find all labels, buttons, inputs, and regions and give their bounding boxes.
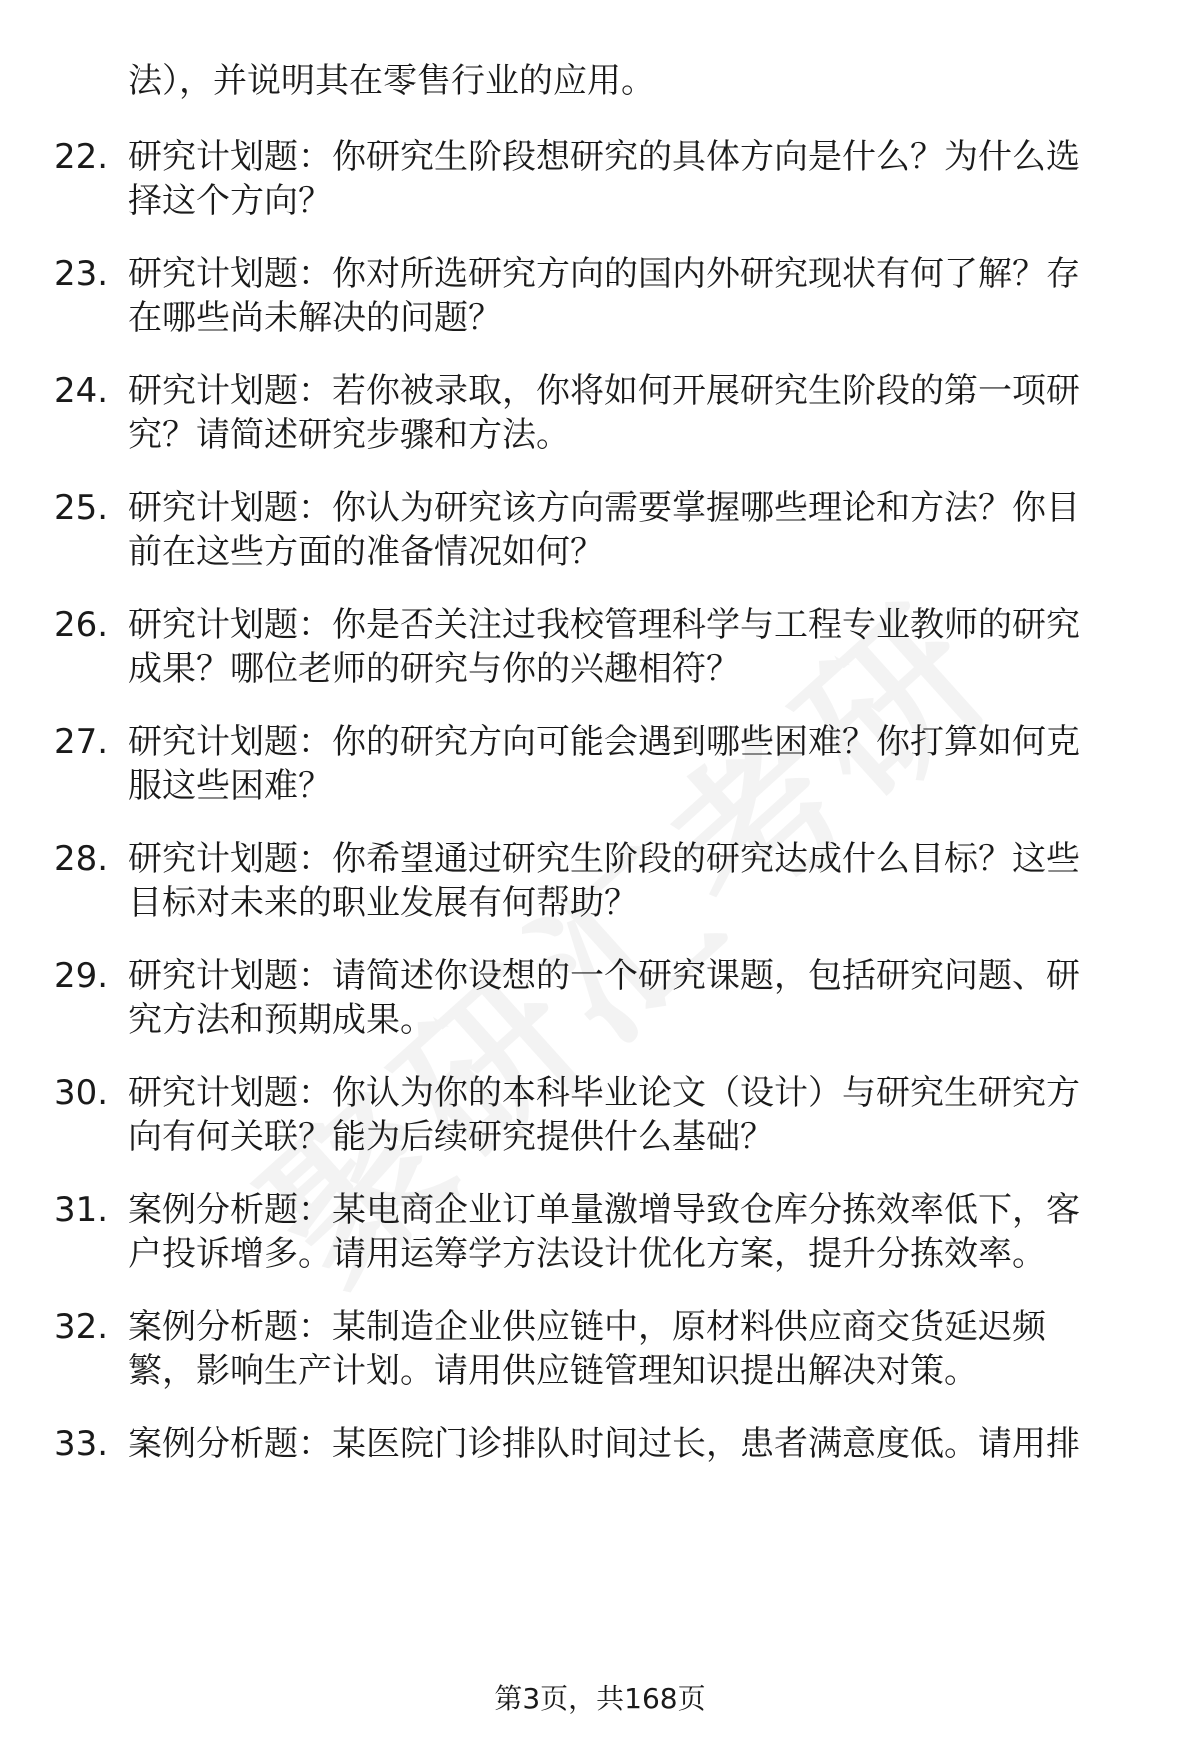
item-number: 28. [54, 839, 109, 879]
item-text-line1: 研究计划题：你认为研究该方向需要掌握哪些理论和方法？你目 [128, 488, 1080, 528]
item-text-line2: 繁，影响生产计划。请用供应链管理知识提出解决对策。 [128, 1351, 978, 1391]
item-text-line1: 研究计划题：若你被录取，你将如何开展研究生阶段的第一项研 [128, 371, 1080, 411]
item-text-line2: 究？请简述研究步骤和方法。 [128, 415, 570, 455]
item-number: 23. [54, 254, 109, 294]
item-text-line2: 向有何关联？能为后续研究提供什么基础？ [128, 1117, 774, 1157]
item-text-line2: 择这个方向？ [128, 181, 332, 221]
item-number: 27. [54, 722, 109, 762]
item-text-line1: 研究计划题：你认为你的本科毕业论文（设计）与研究生研究方 [128, 1073, 1080, 1113]
item-text-line1: 案例分析题：某医院门诊排队时间过长，患者满意度低。请用排 [128, 1424, 1080, 1464]
item-text-line2: 成果？哪位老师的研究与你的兴趣相符？ [128, 649, 740, 689]
item-number: 32. [54, 1307, 109, 1347]
item-text-line2: 目标对未来的职业发展有何帮助？ [128, 883, 638, 923]
continuation-line: 法），并说明其在零售行业的应用。 [128, 61, 655, 101]
item-text-line1: 研究计划题：你的研究方向可能会遇到哪些困难？你打算如何克 [128, 722, 1080, 762]
item-number: 29. [54, 956, 109, 996]
item-text-line2: 服这些困难？ [128, 766, 332, 806]
item-text-line2: 前在这些方面的准备情况如何？ [128, 532, 604, 572]
item-text-line2: 户投诉增多。请用运筹学方法设计优化方案，提升分拣效率。 [128, 1234, 1046, 1274]
item-text-line2: 在哪些尚未解决的问题？ [128, 298, 502, 338]
item-number: 33. [54, 1424, 109, 1464]
item-number: 26. [54, 605, 109, 645]
item-number: 24. [54, 371, 109, 411]
item-text-line1: 研究计划题：你研究生阶段想研究的具体方向是什么？为什么选 [128, 137, 1080, 177]
page-footer: 第3页，共168页 [494, 1682, 706, 1715]
item-text-line2: 究方法和预期成果。 [128, 1000, 434, 1040]
item-text-line1: 研究计划题：你对所选研究方向的国内外研究现状有何了解？存 [128, 254, 1080, 294]
item-number: 25. [54, 488, 109, 528]
item-text-line1: 研究计划题：请简述你设想的一个研究课题，包括研究问题、研 [128, 956, 1080, 996]
item-text-line1: 研究计划题：你是否关注过我校管理科学与工程专业教师的研究 [128, 605, 1080, 645]
item-number: 22. [54, 137, 109, 177]
item-number: 31. [54, 1190, 109, 1230]
item-text-line1: 案例分析题：某制造企业供应链中，原材料供应商交货延迟频 [128, 1307, 1046, 1347]
item-text-line1: 案例分析题：某电商企业订单量激增导致仓库分拣效率低下，客 [128, 1190, 1080, 1230]
item-number: 30. [54, 1073, 109, 1113]
item-text-line1: 研究计划题：你希望通过研究生阶段的研究达成什么目标？这些 [128, 839, 1080, 879]
